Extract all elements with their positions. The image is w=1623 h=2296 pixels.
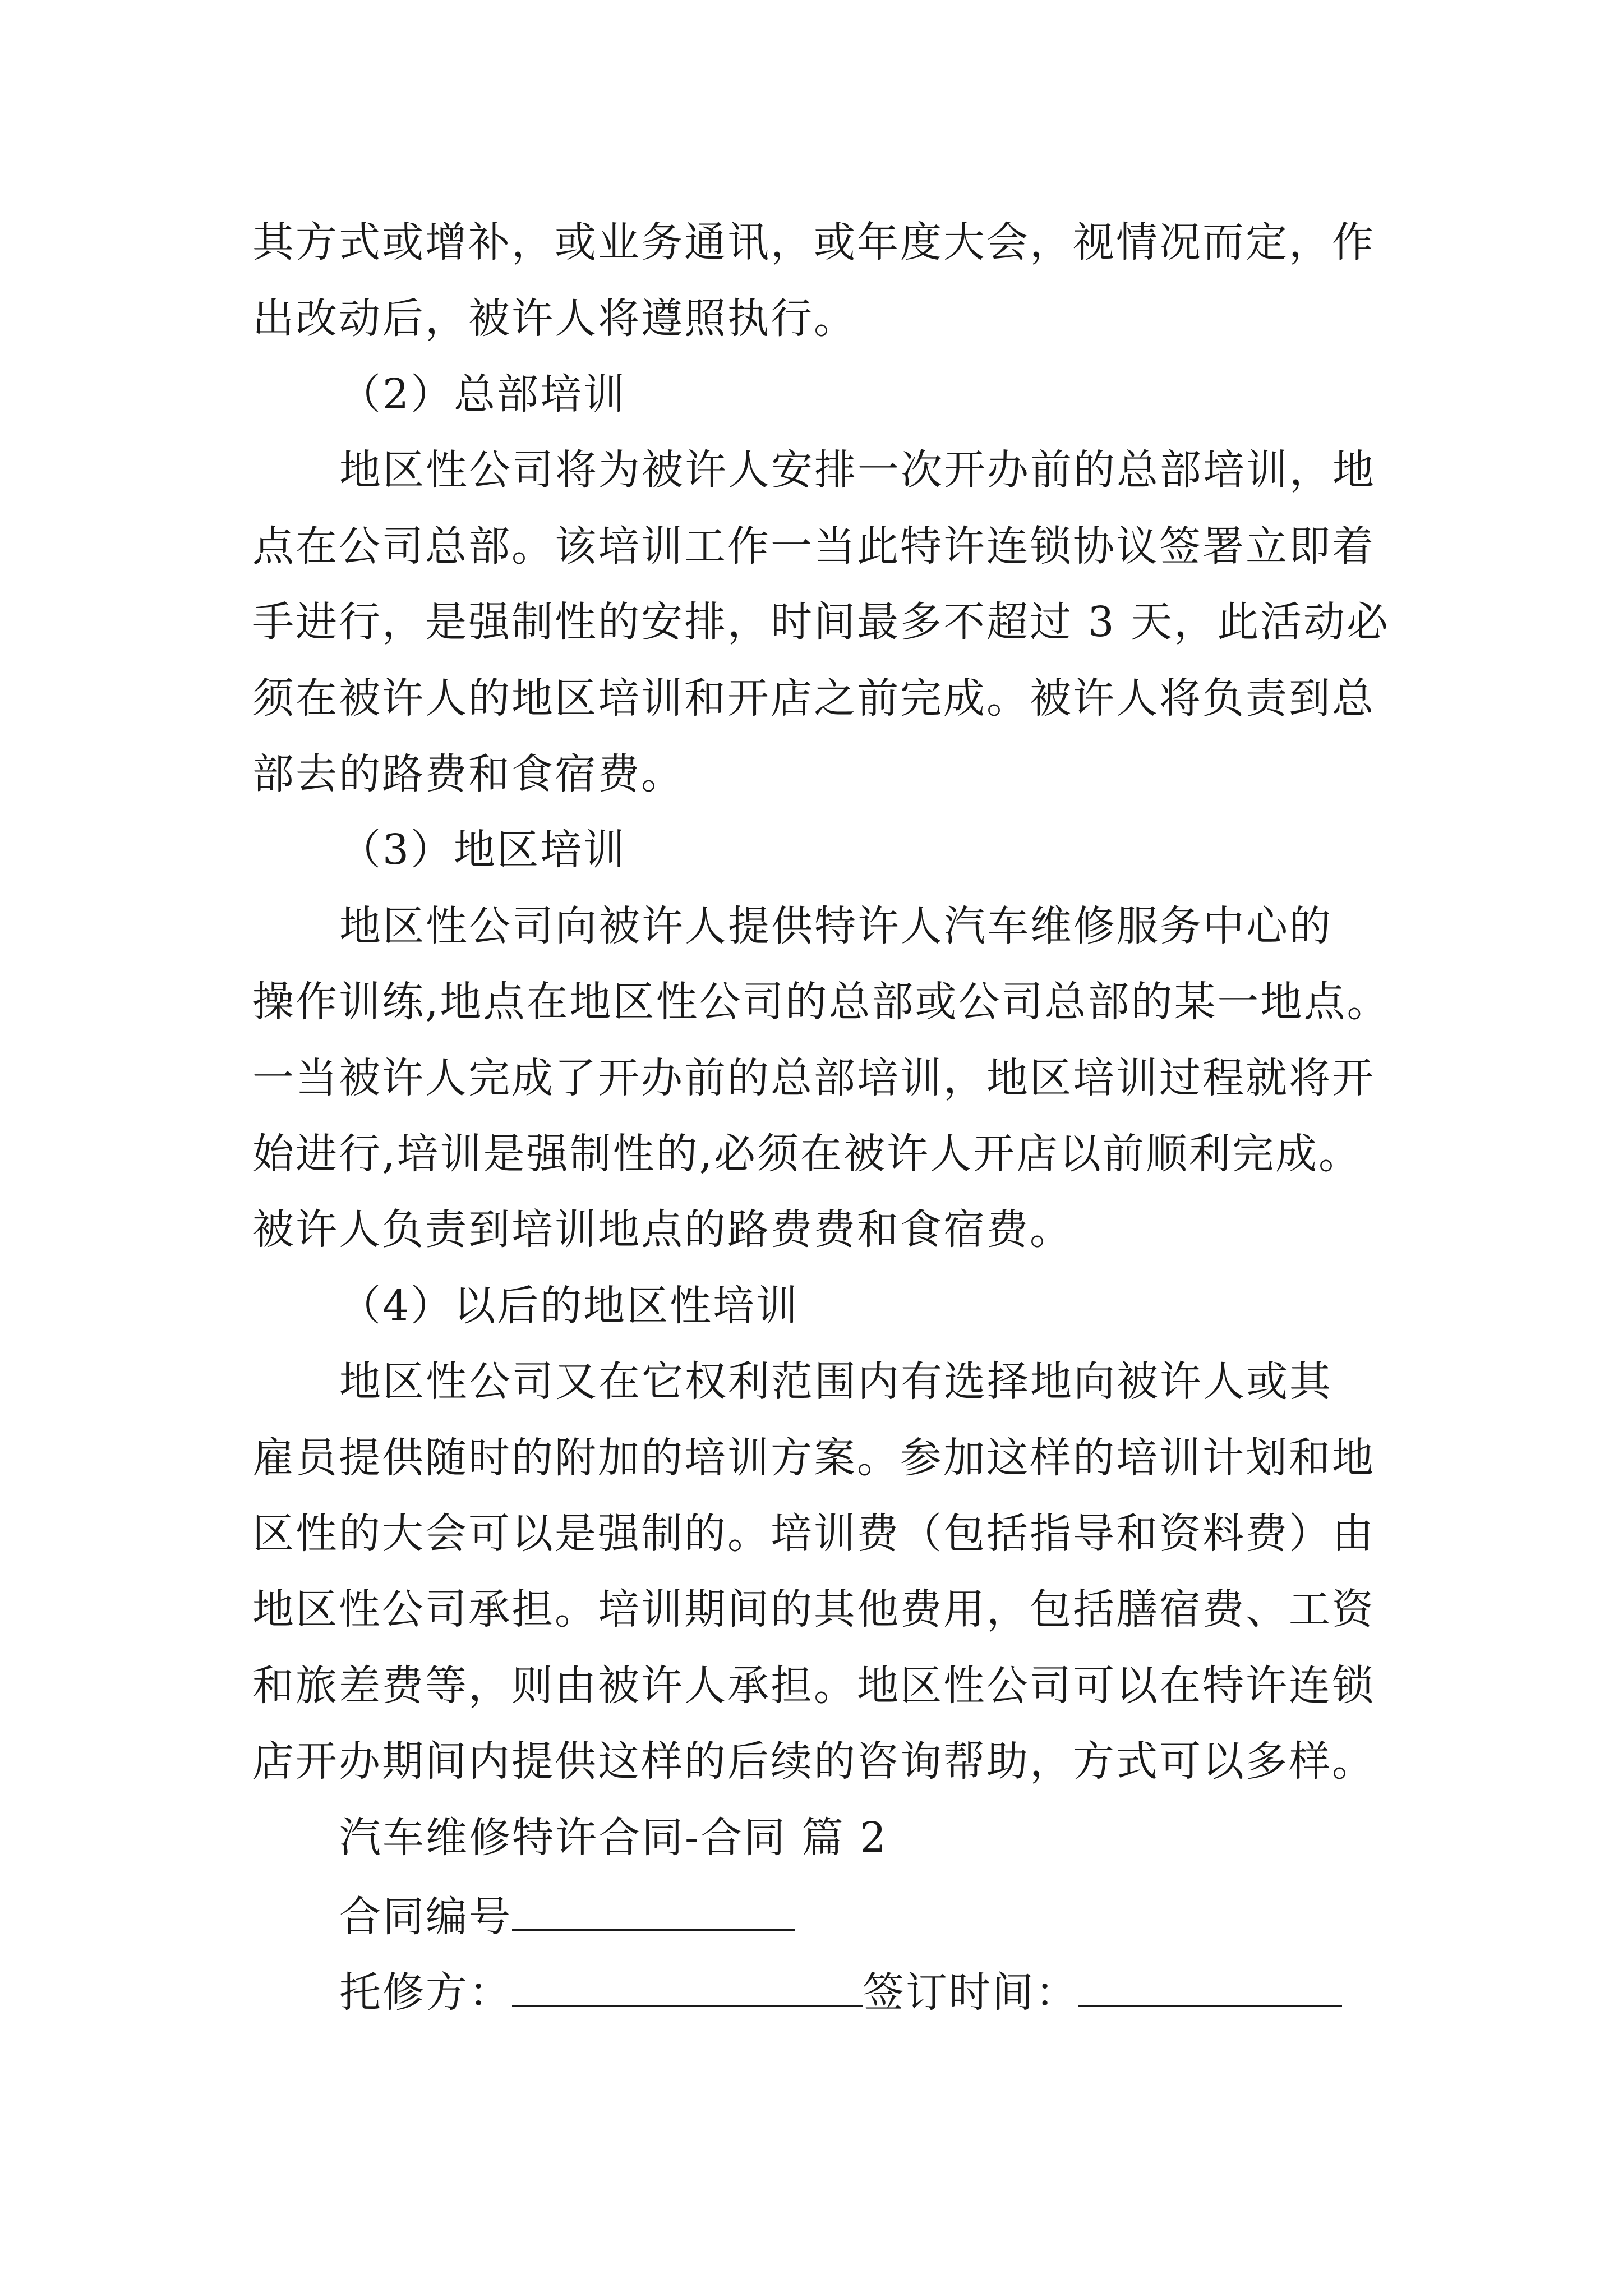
client-label: 托修方： (339, 1968, 512, 2017)
paragraph-line: 其方式或增补，或业务通讯，或年度大会，视情况而定，作 (252, 218, 1375, 266)
sign-time-blank (1078, 1963, 1342, 2007)
paragraph-line: 店开办期间内提供这样的后续的咨询帮助，方式可以多样。 (252, 1737, 1375, 1786)
section-heading: （2）总部培训 (339, 370, 627, 418)
paragraph-line: 出改动后，被许人将遵照执行。 (252, 295, 857, 343)
paragraph-line: 雇员提供随时的附加的培训方案。参加这样的培训计划和地 (252, 1434, 1375, 1482)
paragraph-line: 地区性公司承担。培训期间的其他费用，包括膳宿费、工资 (252, 1585, 1375, 1634)
paragraph-line: 始进行,培训是强制性的,必须在被许人开店以前顺利完成。 (252, 1130, 1362, 1178)
client-blank (512, 1963, 863, 2007)
paragraph-line: 操作训练,地点在地区性公司的总部或公司总部的某一地点。 (252, 978, 1390, 1026)
contract-number-label: 合同编号 (339, 1893, 512, 1941)
paragraph-line: 点在公司总部。该培训工作一当此特许连锁协议签署立即着 (252, 522, 1375, 570)
contract-title: 汽车维修特许合同-合同 篇 2 (339, 1814, 888, 1862)
sign-time-label: 签订时间： (863, 1968, 1078, 2017)
paragraph-line: 地区性公司向被许人提供特许人汽车维修服务中心的 (339, 902, 1332, 950)
paragraph-line: 地区性公司又在它权利范围内有选择地向被许人或其 (339, 1358, 1332, 1406)
paragraph-line: 区性的大会可以是强制的。培训费（包括指导和资料费）由 (252, 1510, 1375, 1558)
paragraph-line: 须在被许人的地区培训和开店之前完成。被许人将负责到总 (252, 674, 1375, 723)
paragraph-line: 地区性公司将为被许人安排一次开办前的总部培训，地 (339, 446, 1376, 494)
section-heading: （4）以后的地区性培训 (339, 1282, 800, 1330)
section-heading: （3）地区培训 (339, 826, 627, 874)
paragraph-line: 被许人负责到培训地点的路费费和食宿费。 (252, 1205, 1073, 1254)
paragraph-line: 部去的路费和食宿费。 (252, 750, 684, 798)
contract-number-blank (512, 1888, 795, 1931)
paragraph-line: 和旅差费等，则由被许人承担。地区性公司可以在特许连锁 (252, 1662, 1375, 1710)
paragraph-line: 手进行，是强制性的安排，时间最多不超过 3 天，此活动必 (252, 598, 1390, 646)
contract-number-row (339, 1888, 1472, 1939)
paragraph-line: 一当被许人完成了开办前的总部培训，地区培训过程就将开 (252, 1054, 1375, 1102)
client-row (339, 1963, 1472, 2015)
